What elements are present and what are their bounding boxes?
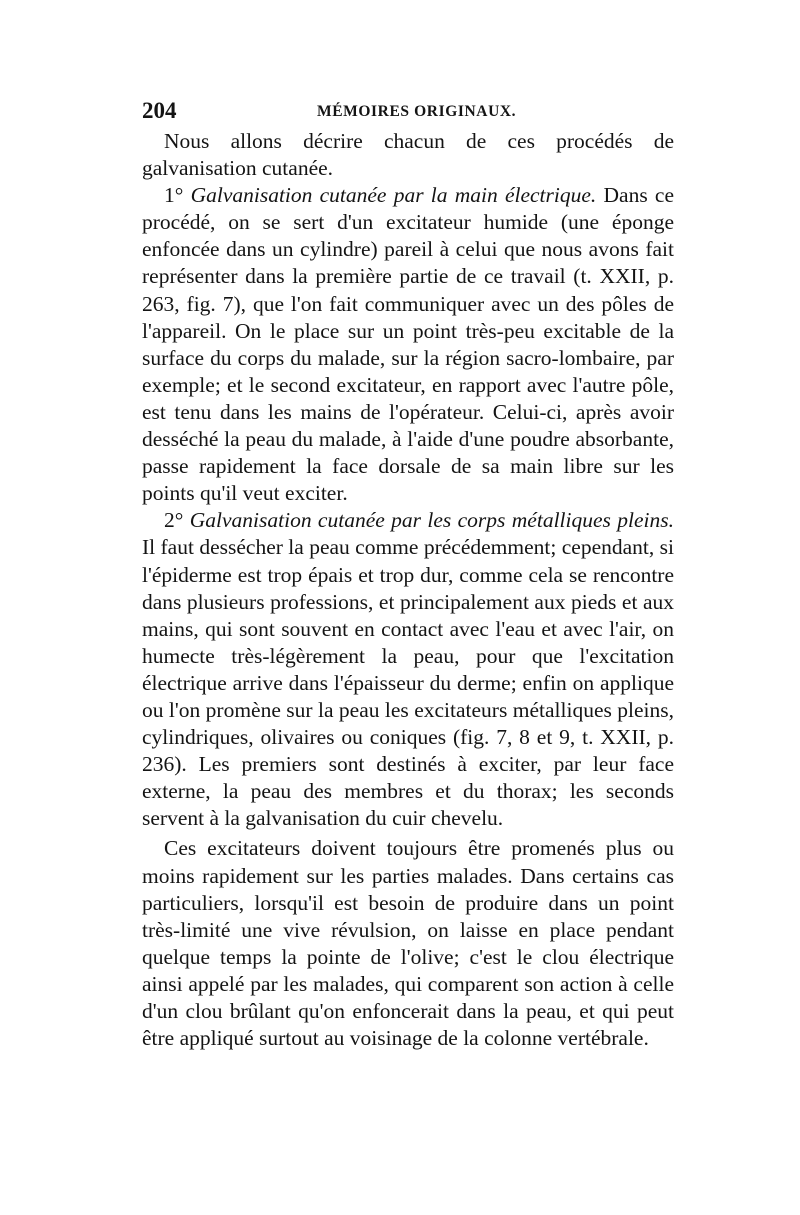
excitateurs-text: Ces excitateurs doivent toujours être promenés plus ou moins rapidement sur les parties malades. Dans certains cas particuliers, lorsqu'il est besoin de produire dans un point très-limité une vive révulsion, on laisse en place pendant quelque temps la pointe de l'olive; c'est le clou électrique ainsi appelé par les malades, qui comparent son action à celle d'un clou brûlant qu'on enfoncerait dans la peau, et qui peut être appliqué surtout au voisinage de la colonne vertébrale. (142, 836, 674, 1051)
running-title: MÉMOIRES ORIGINAUX. (317, 103, 517, 120)
paragraph-method-1 (142, 182, 674, 507)
method-2-number: 2° (164, 508, 184, 533)
paragraph-method-2 (142, 507, 674, 832)
page-number: 204 (142, 98, 177, 123)
method-1-title: Galvanisation cutanée par la main électrique. (190, 183, 597, 208)
method-2-text: Il faut dessécher la peau comme précédemment; cependant, si l'épiderme est trop épais et trop dur, comme cela se rencontre dans plusieurs professions, et principalement aux pieds et aux mains, qui sont souvent en contact avec l'eau et avec l'air, on humecte très-légèrement la peau, pour que l'excitation électrique arrive dans l'épaisseur du derme; enfin on applique ou l'on promène sur la peau les excitateurs métalliques pleins, cylindriques, olivaires ou coniques (fig. 7, 8 et 9, t. XXII, p. 236). Les premiers sont destinés à exciter, par leur face externe, la peau des membres et du thorax; les seconds servent à la galvanisation du cuir chevelu. (142, 535, 674, 831)
paragraph-intro (142, 128, 674, 182)
method-1-text: Dans ce procédé, on se sert d'un excitateur humide (une éponge enfoncée dans un cylindre) pareil à celui que nous avons fait représenter dans la première partie de ce travail (t. XXII, p. 263, fig. 7), que l'on fait communiquer avec un des pôles de l'appareil. On le place sur un point très-peu excitable de la surface du corps du malade, sur la région sacro-lombaire, par exemple; et le second excitateur, en rapport avec l'autre pôle, est tenu dans les mains de l'opérateur. Celui-ci, après avoir desséché la peau du malade, à l'aide d'une poudre absorbante, passe rapidement la face dorsale de sa main libre sur les points qu'il veut exciter. (142, 183, 674, 506)
paragraph-excitateurs (142, 835, 674, 1052)
method-1-number: 1° (164, 183, 184, 208)
intro-text: Nous allons décrire chacun de ces procédés de galvanisation cutanée. (142, 129, 674, 181)
body-text (142, 128, 674, 1052)
method-2-title: Galvanisation cutanée par les corps métalliques pleins. (189, 508, 675, 533)
page-header (142, 98, 674, 128)
book-page (142, 98, 674, 1052)
